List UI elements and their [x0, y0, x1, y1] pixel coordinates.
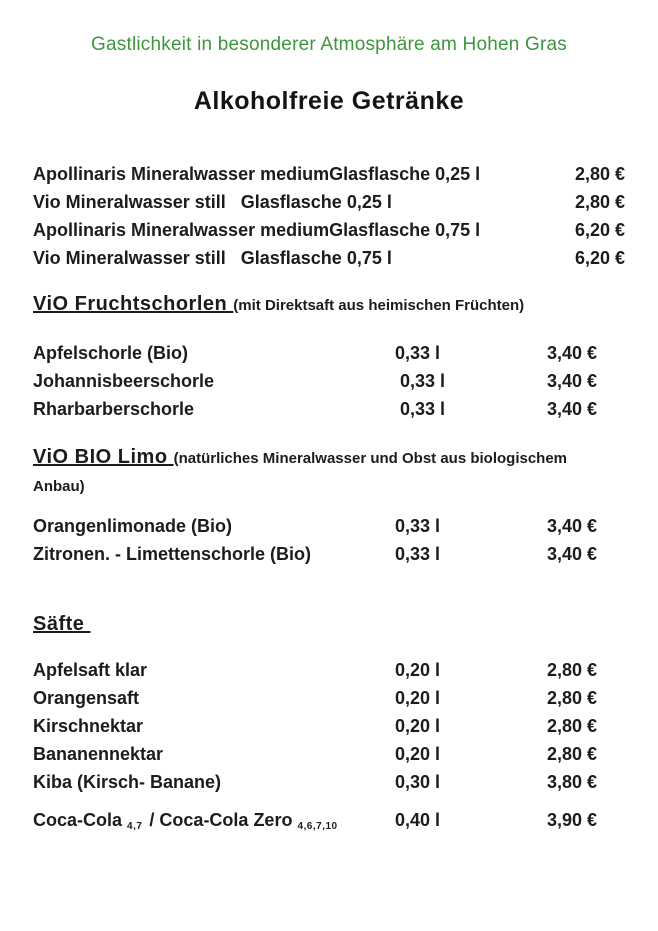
menu-row: [33, 367, 625, 395]
item-name: Apollinaris Mineralwasser mediumGlasflasche 0,75 l: [33, 220, 481, 240]
mineralwasser-list: [33, 160, 625, 272]
section-subheading: (mit Direktsaft aus heimischen Früchten): [233, 297, 525, 314]
item-name: Orangenlimonade (Bio): [33, 516, 233, 536]
item-name: Zitronen. - Limettenschorle (Bio): [33, 544, 312, 564]
item-volume: 0,20 l: [395, 716, 441, 736]
menu-row-mineral: [33, 160, 625, 188]
menu-row: [33, 395, 625, 423]
item-name: Apfelschorle (Bio): [33, 343, 189, 363]
item-name: Johannisbeerschorle: [33, 371, 215, 391]
item-price: 2,80 €: [546, 660, 597, 680]
item-list: [33, 512, 625, 568]
item-list: [33, 339, 625, 423]
footnote-numbers: 4,6,7,10: [297, 821, 338, 832]
item-price: 6,20 €: [574, 248, 625, 268]
item-volume: 0,20 l: [395, 660, 441, 680]
item-name: Kirschnektar: [33, 716, 144, 736]
section-heading: Säfte: [33, 613, 91, 635]
item-price: 3,40 €: [546, 399, 597, 419]
cola-name: Coca-Cola: [33, 810, 123, 830]
item-price: 2,80 €: [546, 688, 597, 708]
item-name: Vio Mineralwasser still Glasflasche 0,75 l: [33, 248, 392, 268]
item-name: [33, 806, 395, 838]
item-volume: 0,20 l: [395, 688, 441, 708]
item-volume: 0,40 l: [395, 810, 441, 830]
item-volume: 0,33 l: [395, 399, 446, 419]
menu-row: [33, 656, 625, 684]
item-name: Kiba (Kirsch- Banane): [33, 772, 222, 792]
menu-row: [33, 540, 625, 568]
item-volume: 0,33 l: [395, 544, 441, 564]
item-volume: 0,33 l: [395, 371, 446, 391]
section-header: [33, 292, 625, 318]
menu-row-cola: [33, 806, 625, 838]
item-price: 2,80 €: [546, 744, 597, 764]
item-price: 2,80 €: [574, 164, 625, 184]
item-volume: 0,20 l: [395, 744, 441, 764]
menu-row: [33, 740, 625, 768]
section-bio-limo: [33, 443, 625, 568]
item-list: [33, 656, 625, 796]
item-price: 3,40 €: [546, 516, 597, 536]
section-heading: ViO BIO Limo: [33, 446, 174, 468]
cola-zero-name: / Coca-Cola Zero: [144, 810, 293, 830]
menu-row-mineral: [33, 244, 625, 272]
item-volume: 0,33 l: [395, 516, 441, 536]
item-name: Apollinaris Mineralwasser mediumGlasflasche 0,25 l: [33, 164, 481, 184]
item-price: 3,40 €: [546, 343, 597, 363]
page-title: Alkoholfreie Getränke: [193, 87, 465, 115]
item-name: Rharbarberschorle: [33, 399, 195, 419]
tagline: Gastlichkeit in besonderer Atmosphäre am Hohen Gras: [91, 34, 567, 55]
item-price: 6,20 €: [574, 220, 625, 240]
menu-row: [33, 512, 625, 540]
item-price: 3,40 €: [546, 544, 597, 564]
menu-row-mineral: [33, 216, 625, 244]
footnote-numbers: 4,7: [127, 821, 143, 832]
menu-row: [33, 712, 625, 740]
section-header: [33, 612, 625, 638]
item-price: 3,80 €: [541, 772, 597, 792]
section-fruchtschorlen: [33, 292, 625, 423]
item-price: 2,80 €: [574, 192, 625, 212]
item-name: Vio Mineralwasser still Glasflasche 0,25 l: [33, 192, 392, 212]
section-heading: ViO Fruchtschorlen: [33, 293, 234, 315]
menu-row-mineral: [33, 188, 625, 216]
item-price: 2,80 €: [546, 716, 597, 736]
section-saefte: [33, 612, 625, 796]
section-subheading: (natürliches Mineralwasser und Obst aus biologischem: [173, 450, 568, 467]
menu-row: [33, 684, 625, 712]
menu-row: [33, 339, 625, 367]
menu-row: [33, 768, 625, 796]
item-name: Orangensaft: [33, 688, 140, 708]
item-volume: 0,30 l: [395, 772, 441, 792]
item-name: Apfelsaft klar: [33, 660, 148, 680]
item-volume: 0,33 l: [395, 343, 441, 363]
section-header: [33, 443, 625, 501]
item-price: 3,90 €: [546, 810, 597, 830]
item-name: Bananennektar: [33, 744, 164, 764]
section-subheading-line2: Anbau): [33, 478, 85, 495]
item-price: 3,40 €: [546, 371, 597, 391]
